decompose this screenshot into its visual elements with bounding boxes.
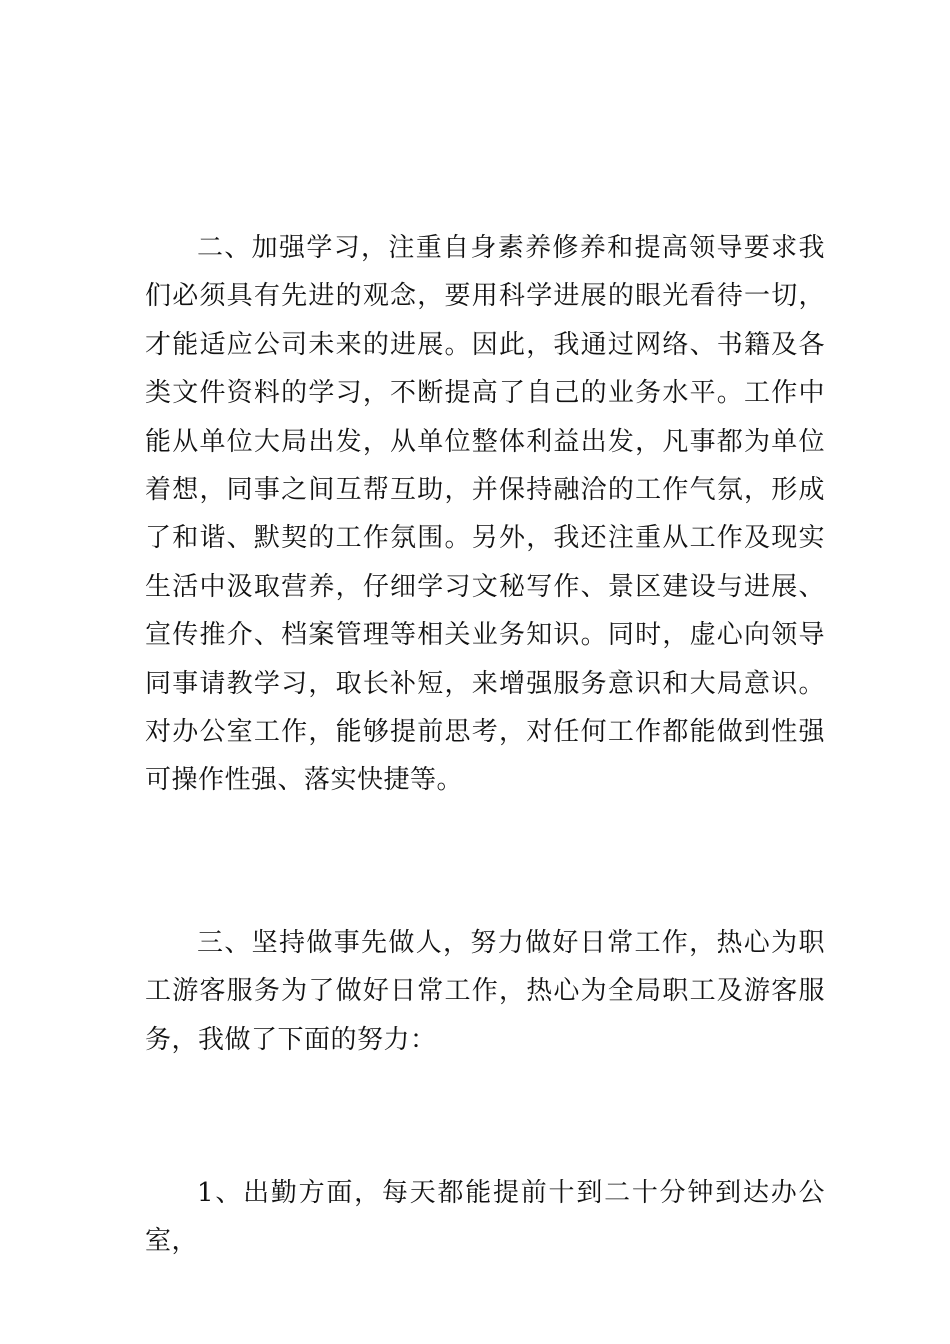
paragraph-daily-work: 三、坚持做事先做人，努力做好日常工作，热心为职工游客服务为了做好日常工作，热心为全局职工及游客服务，我做了下面的努力： xyxy=(145,928,825,1055)
paragraph-study: 二、加强学习，注重自身素养修养和提高领导要求我们必须具有先进的观念，要用科学进展的眼光看待一切，才能适应公司未来的进展。因此，我通过网络、书籍及各类文件资料的学习，不断提高了自己的业务水平。工作中能从单位大局出发，从单位整体利益出发，凡事都为单位着想，同事之间互帮互助，并保持融洽的工作气氛，形成了和谐、默契的工作氛围。另外，我还注重从工作及现实生活中汲取营养，仔细学习文秘写作、景区建设与进展、宣传推介、档案管理等相关业务知识。同时，虚心向领导同事请教学习，取长补短，来增强服务意识和大局意识。对办公室工作，能够提前思考，对任何工作都能做到性强可操作性强、落实快捷等。 xyxy=(145,233,825,796)
paragraph-attendance: 1、出勤方面，每天都能提前十到二十分钟到达办公室， xyxy=(145,1178,825,1257)
